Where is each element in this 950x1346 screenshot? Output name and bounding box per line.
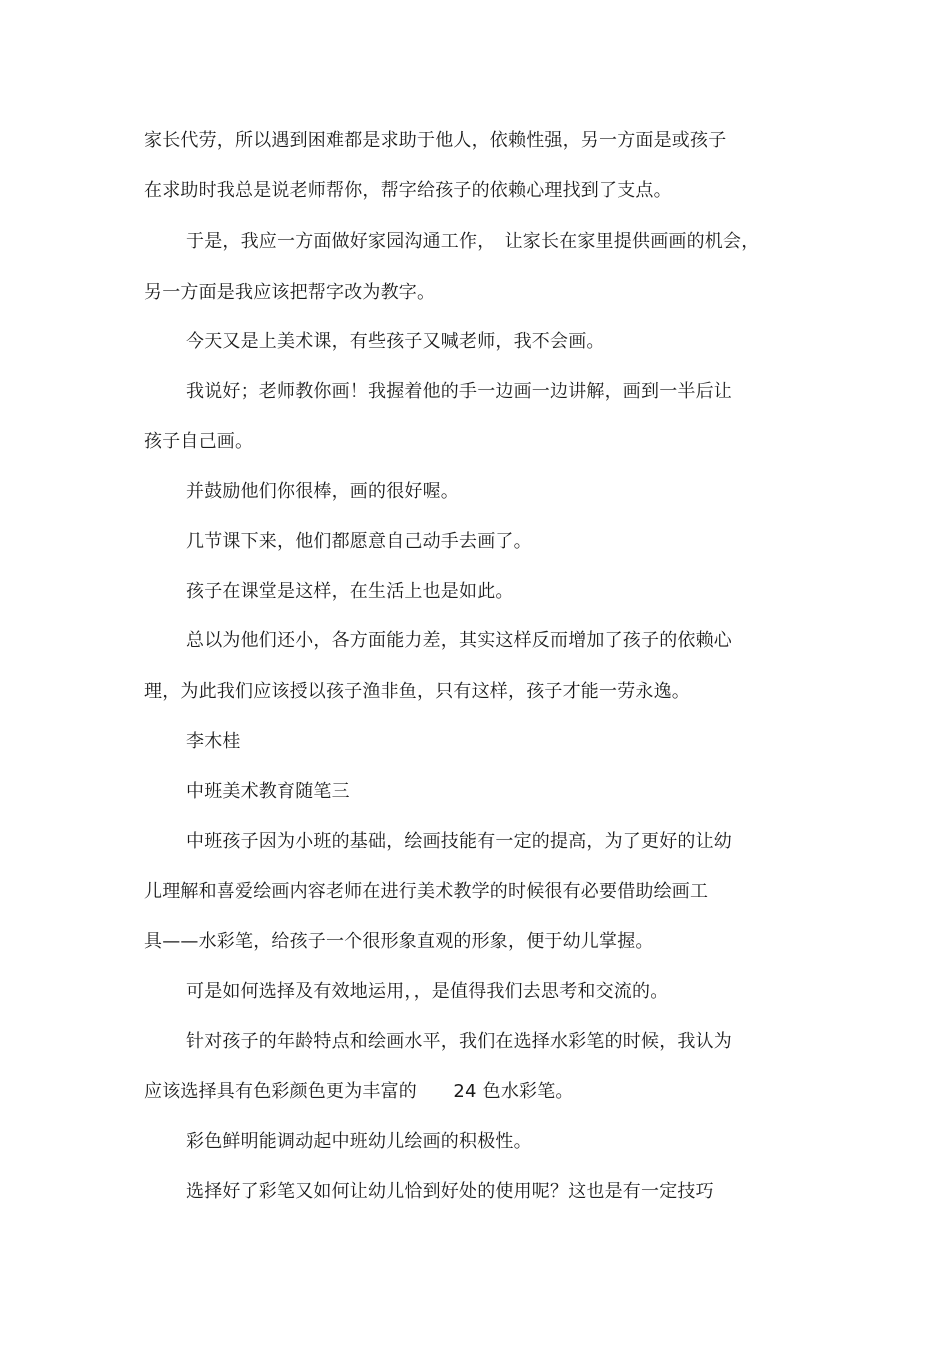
text-line: 儿理解和喜爱绘画内容老师在进行美术教学的时候很有必要借助绘画工 — [144, 881, 709, 902]
text-line: 于是，我应一方面做好家园沟通工作， 让家长在家里提供画画的机会， — [186, 231, 760, 252]
text-line: 选择好了彩笔又如何让幼儿恰到好处的使用呢？这也是有一定技巧 — [186, 1181, 714, 1202]
text-line: 彩色鲜明能调动起中班幼儿绘画的积极性。 — [186, 1131, 532, 1152]
text-line: 孩子在课堂是这样，在生活上也是如此。 — [186, 581, 514, 602]
text-line: 另一方面是我应该把帮字改为教字。 — [144, 282, 436, 303]
text-line: 针对孩子的年龄特点和绘画水平，我们在选择水彩笔的时候，我认为 — [186, 1031, 732, 1052]
author-name: 李木桂 — [186, 731, 241, 752]
text-line: 并鼓励他们你很棒，画的很好喔。 — [186, 481, 459, 502]
text-line: 孩子自己画。 — [144, 431, 254, 452]
text-line: 几节课下来，他们都愿意自己动手去画了。 — [186, 531, 532, 552]
text-line: 可是如何选择及有效地运用，，是值得我们去思考和交流的。 — [186, 981, 669, 1002]
text-line: 具——水彩笔，给孩子一个很形象直观的形象，便于幼儿掌握。 — [144, 931, 654, 952]
text-line: 理，为此我们应该授以孩子渔非鱼，只有这样，孩子才能一劳永逸。 — [144, 681, 690, 702]
text-line: 家长代劳，所以遇到困难都是求助于他人，依赖性强，另一方面是或孩子 — [144, 130, 727, 151]
text-line: 今天又是上美术课，有些孩子又喊老师，我不会画。 — [186, 331, 605, 352]
text-line: 在求助时我总是说老师帮你，帮字给孩子的依赖心理找到了支点。 — [144, 180, 672, 201]
text-line: 总以为他们还小，各方面能力差，其实这样反而增加了孩子的依赖心 — [186, 630, 732, 651]
section-title: 中班美术教育随笔三 — [186, 781, 350, 802]
text-line: 中班孩子因为小班的基础，绘画技能有一定的提高，为了更好的让幼 — [186, 831, 732, 852]
text-line: 应该选择具有色彩颜色更为丰富的 24 色水彩笔。 — [144, 1081, 574, 1102]
text-line: 我说好；老师教你画！我握着他的手一边画一边讲解，画到一半后让 — [186, 381, 732, 402]
